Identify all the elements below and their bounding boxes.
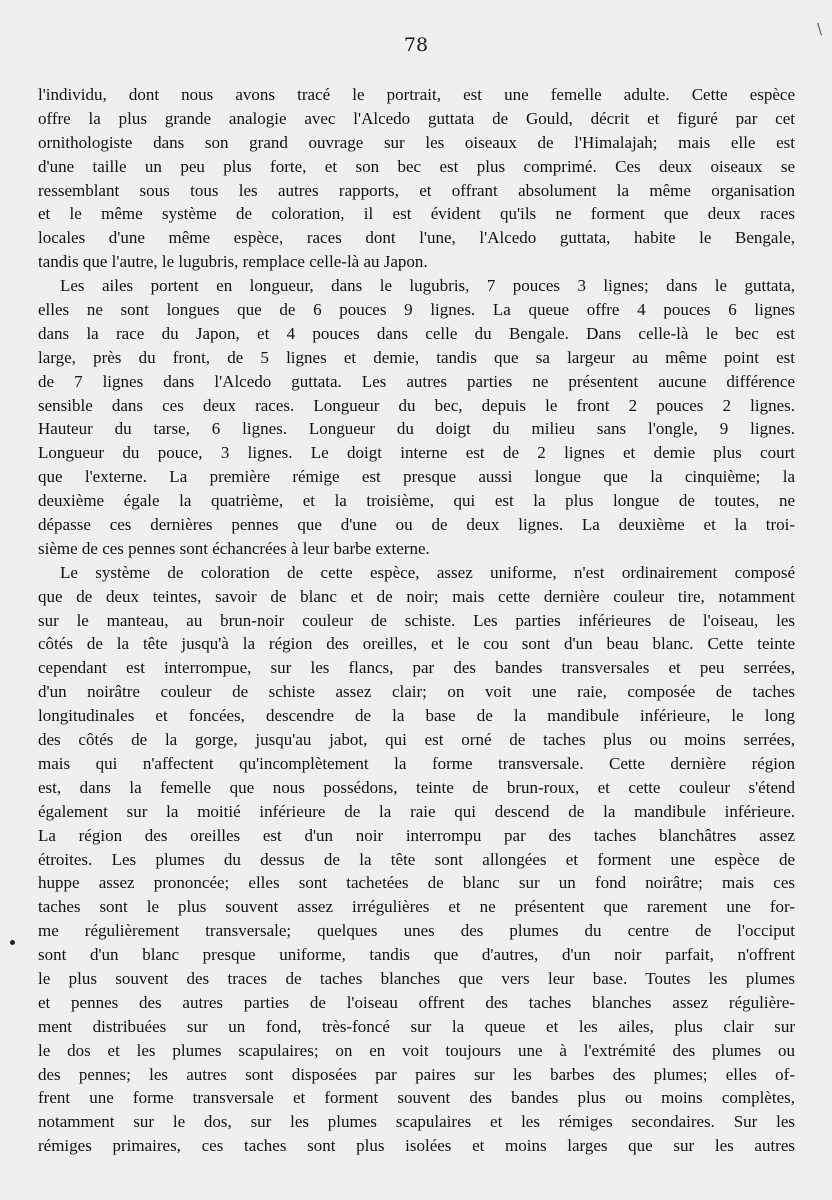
text-line: taches sont le plus souvent assez irrégulières et ne présentent que rarement une for- <box>38 897 795 917</box>
text-line: des côtés de la gorge, jusqu'au jabot, qui est orné de taches plus ou moins serrées, <box>38 730 795 750</box>
text-line: ment distribuées sur un fond, très-foncé sur la queue et les ailes, plus clair sur <box>38 1016 795 1036</box>
text-line: côtés de la tête jusqu'à la région des oreilles, et le cou sont d'un beau blanc. Cette teinte <box>38 634 795 654</box>
text-line: offre la plus grande analogie avec l'Alcedo guttata de Gould, décrit et figuré par cet <box>38 108 795 128</box>
text-line: est, dans la femelle que nous possédons, teinte de brun-roux, et cette couleur s'étend <box>38 777 795 797</box>
text-line: locales d'une même espèce, races dont l'une, l'Alcedo guttata, habite le Bengale, <box>38 228 795 248</box>
text-line: d'un noirâtre couleur de schiste assez clair; on voit une raie, composée de taches <box>38 682 795 702</box>
text-line: et pennes des autres parties de l'oiseau offrent des taches blanches assez régulière- <box>38 992 795 1012</box>
edge-mark: \ <box>816 20 822 38</box>
text-line: le dos et les plumes scapulaires; on en voit toujours une à l'extrémité des plumes ou <box>38 1040 795 1060</box>
body-text <box>38 83 795 1158</box>
text-line: Longueur du pouce, 3 lignes. Le doigt interne est de 2 lignes et demie plus court <box>38 443 795 463</box>
text-line: dans la race du Japon, et 4 pouces dans celle du Bengale. Dans celle-là le bec est <box>38 323 795 343</box>
text-line: également sur la moitié inférieure de la raie qui descend de la mandibule inférieure. <box>38 801 795 821</box>
text-line: ressemblant sous tous les autres rapports, et offrant absolument la même organisation <box>38 180 795 200</box>
text-line: longitudinales et foncées, descendre de la base de la mandibule inférieure, le long <box>38 706 795 726</box>
text-line: et le même système de coloration, il est évident qu'ils ne forment que deux races <box>38 204 795 224</box>
text-line: frent une forme transversale et forment souvent des bandes plus ou moins complètes, <box>38 1088 795 1108</box>
text-line: Les ailes portent en longueur, dans le lugubris, 7 pouces 3 lignes; dans le guttata, <box>60 276 795 296</box>
text-line: Le système de coloration de cette espèce, assez uniforme, n'est ordinairement composé <box>60 562 795 582</box>
text-line: large, près du front, de 5 lignes et demie, tandis que sa largeur au même point est <box>38 347 795 367</box>
text-line: La région des oreilles est d'un noir interrompu par des taches blanchâtres assez <box>38 825 795 845</box>
text-line: me régulièrement transversale; quelques unes des plumes du centre de l'occiput <box>38 921 795 941</box>
text-line: d'une taille un peu plus forte, et son bec est plus comprimé. Ces deux oiseaux se <box>38 156 795 176</box>
text-line: sur le manteau, au brun-noir couleur de schiste. Les parties inférieures de l'oiseau, les <box>38 610 795 630</box>
text-line: notamment sur le dos, sur les plumes scapulaires et les rémiges secondaires. Sur les <box>38 1112 795 1132</box>
text-line: huppe assez prononcée; elles sont tachetées de blanc sur un fond noirâtre; mais ces <box>38 873 795 893</box>
text-line: de 7 lignes dans l'Alcedo guttata. Les autres parties ne présentent aucune différence <box>38 371 795 391</box>
text-line: tandis que l'autre, le lugubris, remplace celle-là au Japon. <box>38 252 428 272</box>
text-line: des pennes; les autres sont disposées par paires sur les barbes des plumes; elles of- <box>38 1064 795 1084</box>
text-line: étroites. Les plumes du dessus de la tête sont allongées et forment une espèce de <box>38 849 795 869</box>
text-line: sensible dans ces deux races. Longueur du bec, depuis le front 2 pouces 2 lignes. <box>38 395 795 415</box>
text-line: l'individu, dont nous avons tracé le portrait, est une femelle adulte. Cette espèce <box>38 85 795 104</box>
text-line: cependant est interrompue, sur les flancs, par des bandes transversales et peu serrées, <box>38 658 795 678</box>
text-line: Hauteur du tarse, 6 lignes. Longueur du doigt du milieu sans l'ongle, 9 lignes. <box>38 419 795 439</box>
text-line: dépasse ces dernières pennes que d'une ou de deux lignes. La deuxième et la troi- <box>38 515 795 535</box>
text-line: sième de ces pennes sont échancrées à leur barbe externe. <box>38 538 430 558</box>
text-line: que de deux teintes, savoir de blanc et de noir; mais cette dernière couleur tire, notamment <box>38 586 795 606</box>
text-line: rémiges primaires, ces taches sont plus isolées et moins larges que sur les autres <box>38 1136 795 1156</box>
text-line: le plus souvent des traces de taches blanches que vers leur base. Toutes les plumes <box>38 968 795 988</box>
text-line: sont d'un blanc presque uniforme, tandis que d'autres, d'un noir parfait, n'offrent <box>38 945 795 965</box>
text-line: elles ne sont longues que de 6 pouces 9 lignes. La queue offre 4 pouces 6 lignes <box>38 300 795 320</box>
text-line: ornithologiste dans son grand ouvrage sur les oiseaux de l'Himalajah; mais elle est <box>38 132 795 152</box>
text-line: que l'externe. La première rémige est presque aussi longue que la cinquième; la <box>38 467 795 487</box>
text-line: mais qui n'affectent qu'incomplètement la forme transversale. Cette dernière région <box>38 753 795 773</box>
page-number: 78 <box>403 34 429 56</box>
text-line: deuxième égale la quatrième, et la troisième, qui est la plus longue de toutes, ne <box>38 491 795 511</box>
margin-dot <box>10 940 15 945</box>
